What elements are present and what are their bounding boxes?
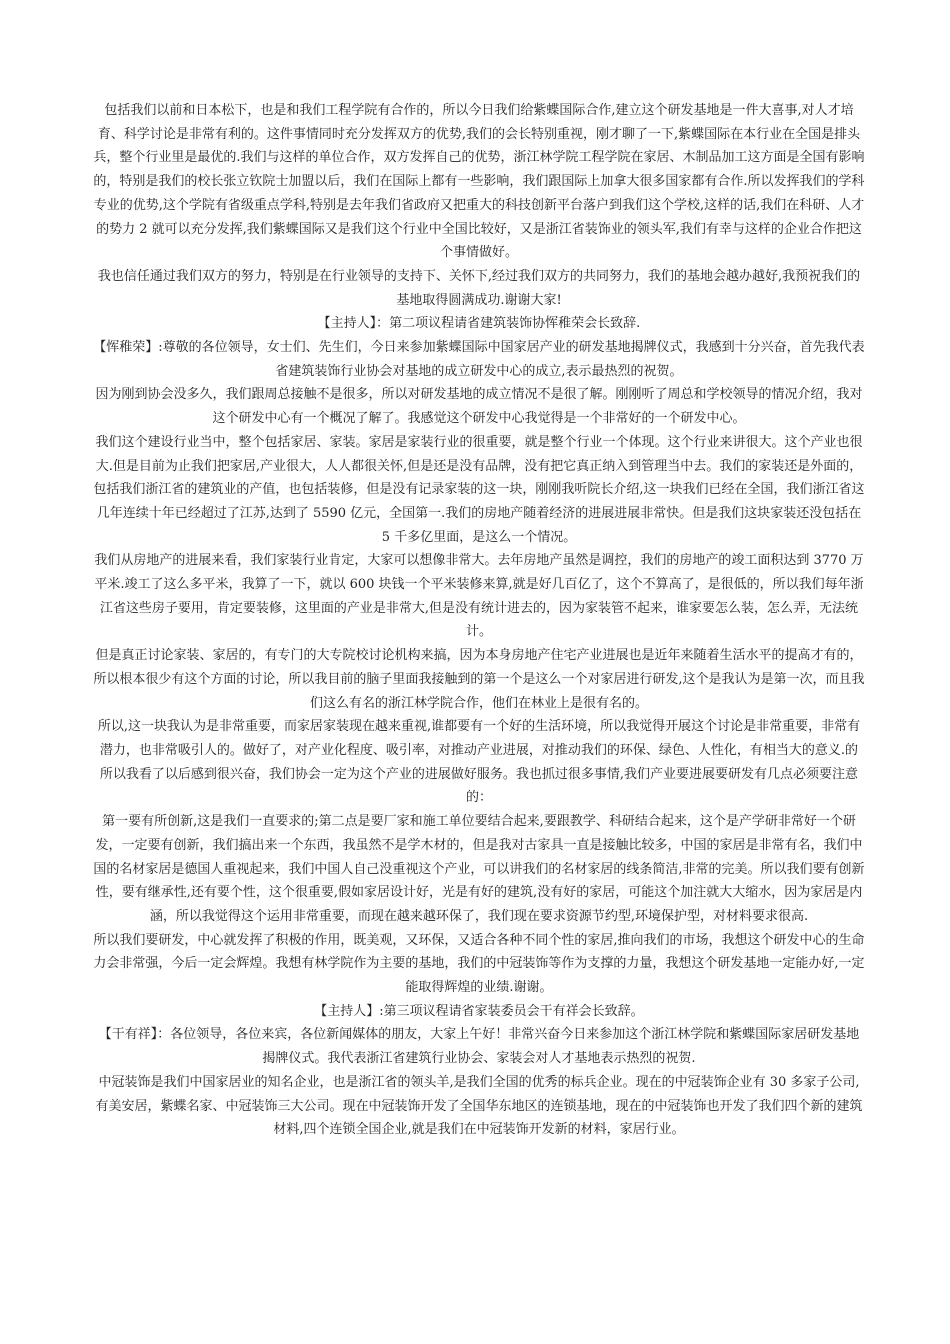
speech-opening-yun: 【恽稚荣】:尊敬的各位领导，女士们、先生们，今日来参加紫蝶国际中国家居产业的研发基地揭牌仪式，我感到十分兴奋，首先我代表省建筑装饰行业协会对基地的成立研发中心的成立,表示最热烈的祝贺。 <box>93 340 865 379</box>
paragraph-real-estate: 我们从房地产的进展来看，我们家装行业肯定，大家可以想像非常大。去年房地产虽然是调控，我们的房地产的竣工面积达到 3770 万平米.竣工了这么多平米，我算了一下，就以 600 块钱一个平米装修来算,就是好几百亿了，这个不算高了，是很低的，所以我们每年浙江省这些房子要用，肯定要装修，这里面的产业是非常大,但是没有统计进去的，因为家装管不起来，谁家要怎么装，怎么弄，无法统计。 <box>94 553 864 640</box>
paragraph-research-role: 所以我们要研发，中心就发挥了积极的作用，既美观，又环保，又适合各种不同个性的家居,推向我们的市场，我想这个研发中心的生命力会非常强，今后一定会辉煌。我想有林学院作为主要的基地，我们的中冠装饰等作为支撑的力量，我想这个研发基地一定能办好,一定能取得辉煌的业绩.谢谢。 <box>93 932 865 996</box>
paragraph-research-first: 但是真正讨论家装、家居的，有专门的大专院校讨论机构来搞，因为本身房地产住宅产业进展也是近年来随着生活水平的提高才有的，所以根本很少有这个方面的讨论，所以我目前的脑子里面我接触到的第一个是这么一个对家居进行研发,这个是我认为是第一次，而且我们这么有名的浙江林学院合作，他们在林业上是很有名的。 <box>93 648 865 711</box>
speech-opening-gan: 【干有祥】：各位领导，各位来宾，各位新闻媒体的朋友，大家上午好！非常兴奋今日来参加这个浙江林学院和紫蝶国际家居研发基地揭牌仪式。我代表浙江省建筑行业协会、家装会对人才基地表示热烈的祝贺. <box>98 1027 860 1067</box>
paragraph-innovation: 第一要有所创新,这是我们一直要求的;第二点是要厂家和施工单位要结合起来,要跟教学、科研结合起来，这个是产学研非常好一个研发，一定要有创新，我们搞出来一个东西，我虽然不是学木材的，但是我对古家具一直是接触比较多，中国的家居是非常有名，我们中国的名材家居是德国人重视起来，我们中国人自己没重视这个产业，可以讲我们的名材家居的线条简洁,非常的完美。所以我们要有创新性，要有继承性,还有要个性，这个很重要,假如家居设计好，光是有好的建筑,没有好的家居，可能这个加注就大大缩水，因为家居是内涵，所以我觉得这个运用非常重要，而现在越来越环保了，我们现在要求资源节约型,环境保护型，对材料要求很高. <box>93 814 865 924</box>
paragraph-school-cooperation: 包括我们以前和日本松下，也是和我们工程学院有合作的，所以今日我们给紫蝶国际合作,建立这个研发基地是一件大喜事,对人才培育、科学讨论是非常有利的。这件事情同时充分发挥双方的优势,我们的会长特别重视，刚才聊了一下,紫蝶国际在本行业在全国是排头兵，整个行业里是最优的.我们与这样的单位合作，双方发挥自己的优势，浙江林学院工程学院在家居、木制品加工这方面是全国有影响的，特别是我们的校长张立钦院士加盟以后，我们在国际上都有一些影响，我们跟国际上加拿大很多国家都有合作.所以发挥我们的学科专业的优势,这个学院有省级重点学科,特别是去年我们省政府又把重大的科技创新平台落户到我们这个学校,这样的话,我们在科研、人才的势力 2 就可以充分发挥,我们紫蝶国际又是我们这个行业中全国比较好，又是浙江省装饰业的领头军,我们有幸与这样的企业合作把这个事情做好。 <box>93 103 865 261</box>
paragraph-industry-scale: 我们这个建设行业当中，整个包括家居、家装。家居是家装行业的很重要，就是整个行业一个体现。这个行业来讲很大。这个产业也很大.但是目前为止我们把家居,产业很大，人人都很关怀,但是还是没有品牌，没有把它真正纳入到管理当中去。我们的家装还是外面的，包括我们浙江省的建筑业的产值，也包括装修，但是没有记录家装的这一块，刚刚我听院长介绍,这一块我们已经在全国，我们浙江省这几年连续十年已经超过了江苏,达到了 5590 亿元，全国第一.我们的房地产随着经济的进展进展非常快。但是我们这块家装还没包括在 5 千多亿里面，是这么一个情况。 <box>93 434 865 545</box>
document-body <box>93 99 865 1142</box>
paragraph-points-intro: 所以我看了以后感到很兴奋，我们协会一定为这个产业的进展做好服务。我也抓过很多事情,我们产业要进展要研发有几点必须要注意的： <box>99 766 859 806</box>
host-agenda-item-2: 【主持人】：第二项议程请省建筑装饰协恽稚荣会长致辞. <box>317 316 641 332</box>
paragraph-importance: 所以,这一块我认为是非常重要，而家居家装现在越来重视,谁都要有一个好的生活环境，所以我觉得开展这个讨论是非常重要，非常有潜力，也非常吸引人的。做好了，对产业化程度、吸引率，对推动产业进展，对推动我们的环保、绿色、人性化，有相当大的意义.的 <box>97 719 861 758</box>
paragraph-research-center: 因为刚到协会没多久，我们跟周总接触不是很多，所以对研发基地的成立情况不是很了解。刚刚听了周总和学校领导的情况介绍，我对这个研发中心有一个概况了解了。我感觉这个研发中心我觉得是一个非常好的一个研发中心。 <box>95 387 863 427</box>
paragraph-closing-wishes: 我也信任通过我们双方的努力，特别是在行业领导的支持下、关怀下,经过我们双方的共同努力，我们的基地会越办越好,我预祝我们的基地取得圆满成功.谢谢大家! <box>97 268 861 308</box>
host-agenda-item-3: 【主持人】:第三项议程请省家装委员会干有祥会长致辞。 <box>314 1003 644 1019</box>
paragraph-zhongguan: 中冠装饰是我们中国家居业的知名企业，也是浙江省的领头羊,是我们全国的优秀的标兵企业。现在的中冠装饰企业有 30 多家子公司,有美安居，紫蝶名家、中冠装饰三大公司。现在中冠装饰开发了全国华东地区的连锁基地，现在的中冠装饰也开发了我们四个新的建筑材料,四个连锁全国企业,就是我们在中冠装饰开发新的材料，家居行业。 <box>95 1074 863 1138</box>
